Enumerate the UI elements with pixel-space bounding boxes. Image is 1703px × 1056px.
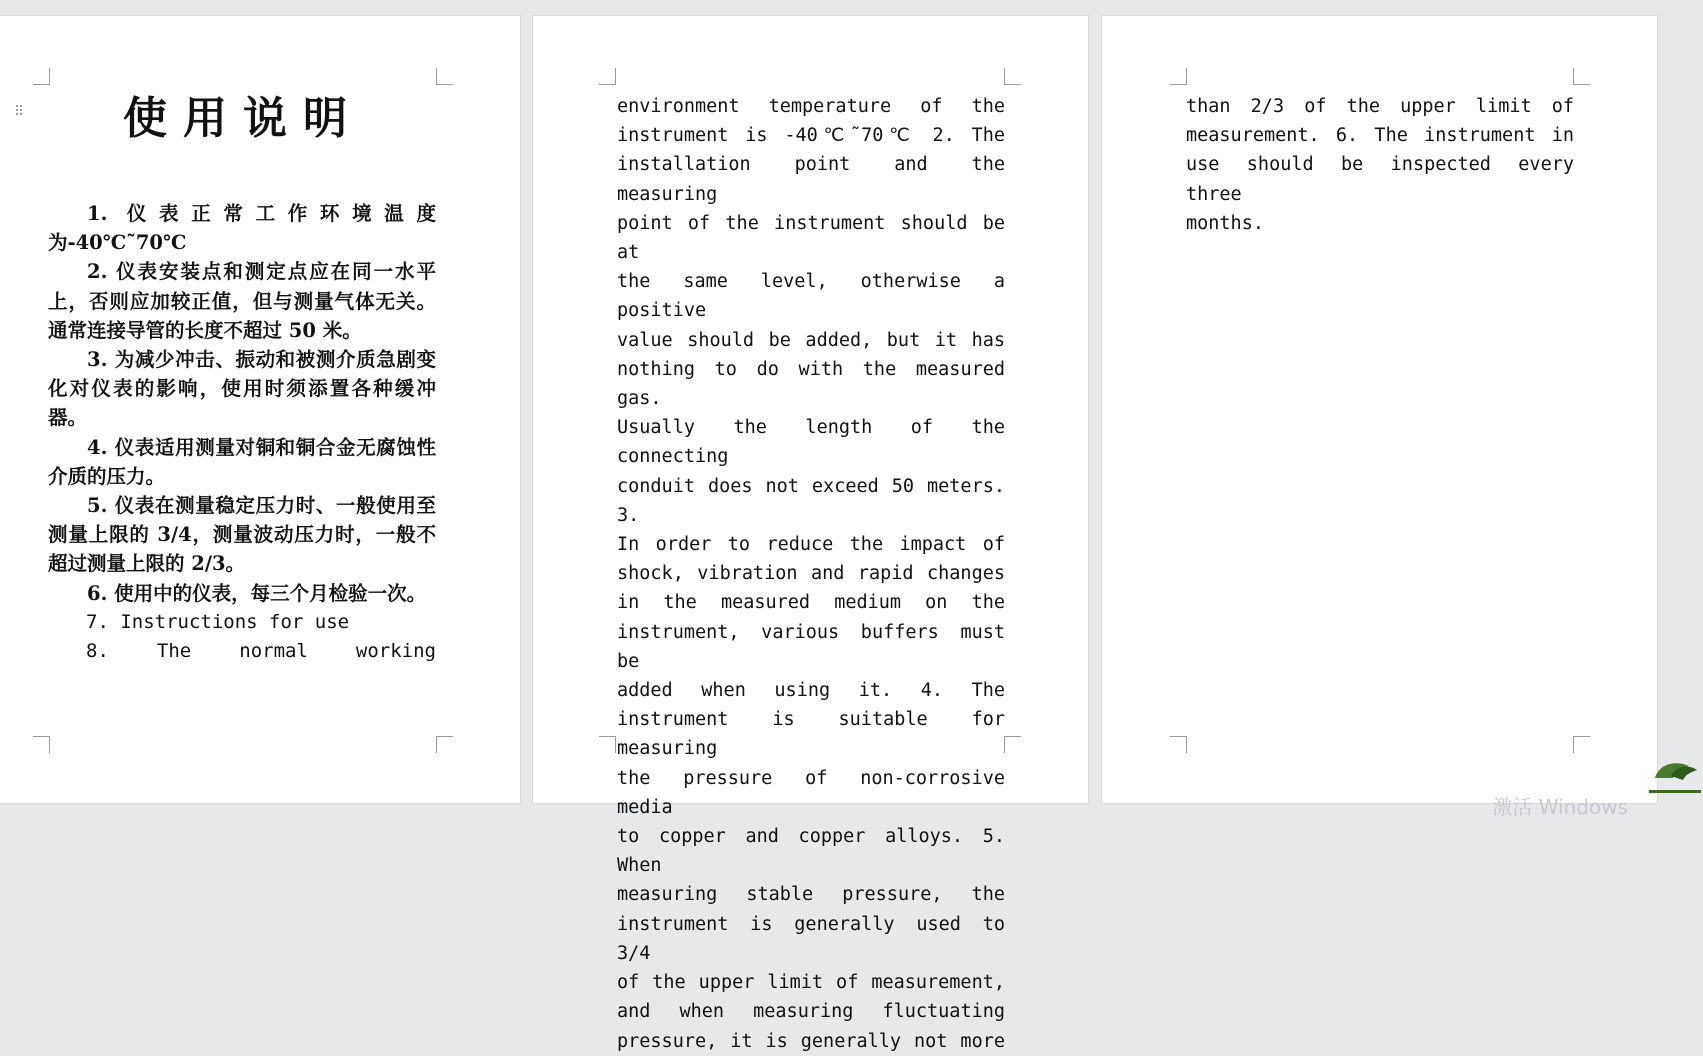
margin-corner-mark [599, 68, 616, 85]
text-line: instrument is -40℃˜70℃ 2. The [617, 125, 1005, 147]
document-title: 使用说明 [123, 93, 363, 144]
text-line: of the upper limit of measurement, [617, 972, 1005, 994]
instruction-paragraph: 3. 为减少冲击、振动和被测介质急剧变化对仪表的影响，使用时须添置各种缓冲器。 [48, 348, 436, 430]
text-line: shock, vibration and rapid changes [617, 563, 1005, 585]
text-line: nothing to do with the measured gas. [617, 358, 1005, 410]
text-line: instrument is suitable for measuring [617, 709, 1005, 760]
text-line: in the measured medium on the [617, 592, 1005, 614]
instruction-paragraph: 8. The normal working [86, 640, 436, 663]
document-page-3 [1102, 16, 1657, 803]
text-line: In order to reduce the impact of [617, 534, 1005, 556]
margin-corner-mark [436, 736, 453, 753]
instructions-body-zh [48, 199, 436, 666]
margin-corner-mark [1004, 68, 1021, 85]
paragraph-move-handle-icon[interactable]: ⠿ [14, 104, 24, 120]
instructions-body-en-continued [1186, 92, 1574, 238]
text-line: the same level, otherwise a positive [617, 271, 1005, 322]
margin-corner-mark [1170, 736, 1187, 753]
text-line: environment temperature of the [617, 96, 1005, 117]
text-line: and when measuring fluctuating [617, 1001, 1005, 1023]
text-line: installation point and the measuring [617, 154, 1005, 205]
instruction-paragraph: 5. 仪表在测量稳定压力时、一般使用至测量上限的 3/4，测量波动压力时，一般不超过测量上限的 2/3。 [48, 494, 436, 576]
hogaki-logo [1645, 756, 1703, 800]
text-line: conduit does not exceed 50 meters. 3. [617, 475, 1005, 526]
text-line: point of the instrument should be at [617, 212, 1005, 264]
text-line: measurement. 6. The instrument in [1186, 125, 1574, 147]
margin-corner-mark [1573, 68, 1590, 85]
text-line: the pressure of non-corrosive media [617, 767, 1005, 818]
text-line: instrument is generally used to 3/4 [617, 913, 1005, 964]
margin-corner-mark [1573, 736, 1590, 753]
windows-activation-watermark: 激活 Windows [1492, 795, 1628, 819]
instructions-body-en [617, 92, 1005, 1056]
instruction-paragraph: 4. 仪表适用测量对铜和铜合金无腐蚀性介质的压力。 [48, 435, 436, 488]
text-line: instrument, various buffers must be [617, 621, 1005, 672]
instruction-paragraph: 7. Instructions for use [86, 610, 350, 633]
text-line: value should be added, but it has [617, 329, 1005, 351]
text-line: pressure, it is generally not more [617, 1030, 1005, 1052]
text-line: use should be inspected every three [1186, 154, 1574, 205]
text-line: measuring stable pressure, the [617, 884, 1005, 906]
instruction-paragraph: 6. 使用中的仪表，每三个月检验一次。 [87, 581, 427, 605]
instruction-paragraph: 2. 仪表安装点和测定点应在同一水平上，否则应加较正值，但与测量气体无关。通常连接导管的长度不超过 50 米。 [48, 260, 436, 342]
text-line: Usually the length of the connecting [617, 417, 1005, 468]
margin-corner-mark [1004, 736, 1021, 753]
margin-corner-mark [599, 736, 616, 753]
margin-corner-mark [1170, 68, 1187, 85]
margin-corner-mark [436, 68, 453, 85]
text-line: added when using it. 4. The [617, 680, 1005, 702]
margin-corner-mark [33, 736, 50, 753]
text-line: than 2/3 of the upper limit of [1186, 96, 1574, 117]
text-line: months. [1186, 212, 1264, 234]
instruction-paragraph: 1. 仪表正常工作环境温度为-40℃˜70℃ [48, 202, 436, 255]
text-line: to copper and copper alloys. 5. When [617, 826, 1005, 877]
document-page-2 [533, 16, 1088, 1052]
document-page-1 [0, 16, 520, 803]
